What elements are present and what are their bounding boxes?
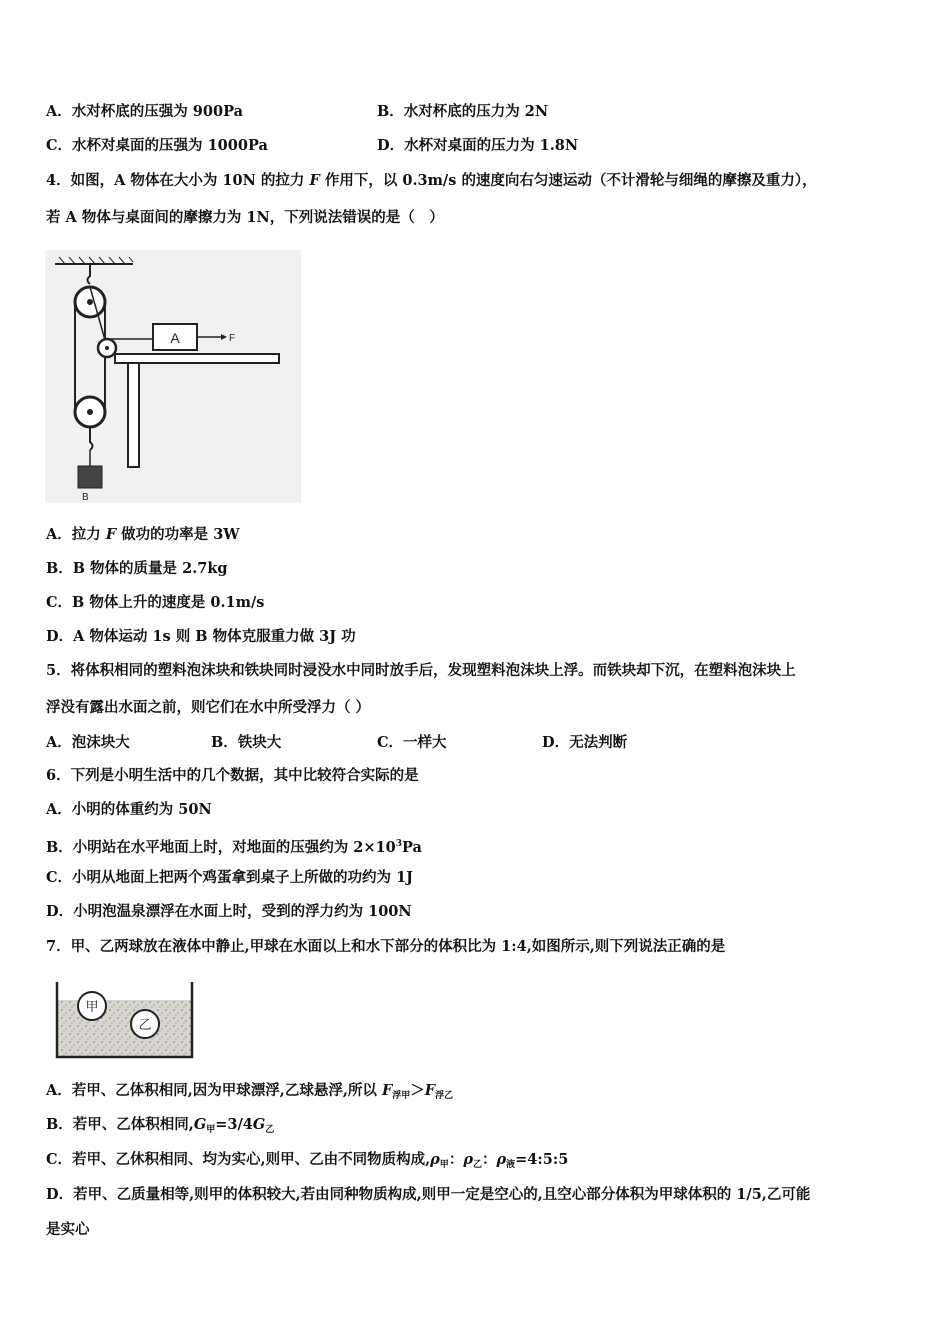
q5-option-c: C．一样大 (377, 734, 447, 751)
q3-option-b: B．水对杯底的压力为 2N (377, 103, 549, 120)
q4-stem-line-1: 4．如图，A 物体在大小为 10N 的拉力 F 作用下，以 0.3m/s 的速度向右匀速运动（不计滑轮与细绳的摩擦及重力）， (46, 172, 817, 189)
q5-stem-line-2: 浮没有露出水面之前，则它们在水中所受浮力（ ） (46, 699, 371, 716)
q7-stem: 7．甲、乙两球放在液体中静止,甲球在水面以上和水下部分的体积比为 1:4,如图所示,则下列说法正确的是 (46, 938, 726, 955)
q7-option-d-line-2: 是实心 (46, 1221, 90, 1238)
q6-stem: 6．下列是小明生活中的几个数据，其中比较符合实际的是 (46, 767, 419, 784)
q6-option-b: B．小明站在水平地面上时，对地面的压强约为 $2\times 10^3Pa$ (46, 839, 422, 856)
q3-option-a: A．水对杯底的压强为 900Pa (46, 103, 243, 120)
q4-option-c: C．B 物体上升的速度是 0.1m/s (46, 594, 265, 611)
q7-option-d-line-1: D．若甲、乙质量相等,则甲的体积较大,若由同种物质构成,则甲一定是空心的,且空心部分体积为甲球体积的 1/5,乙可能 (46, 1186, 811, 1203)
q6-option-c: C．小明从地面上把两个鸡蛋拿到桌子上所做的功约为 1J (46, 869, 414, 886)
ball-yi-label: 乙 (138, 1018, 152, 1033)
ball-jia-label: 甲 (85, 1000, 99, 1015)
q7-option-b: B．若甲、乙体积相同$,G_甲=3/4G_乙$ (46, 1116, 275, 1135)
q5-option-a: A．泡沫块大 (46, 734, 130, 751)
q7-option-c: C．若甲、乙休积相同、均为实心,则甲、乙由不同物质构成$,\rho_甲$：$\rho_乙$：$\rho_液=4:5:5$ (46, 1151, 569, 1170)
q5-option-d: D．无法判断 (542, 734, 628, 751)
q7-option-a: A．若甲、乙体积相同,因为甲球漂浮,乙球悬浮,所以 $F_{浮甲}>F_{浮乙}$ (46, 1082, 454, 1101)
q4-stem-line-2: 若 A 物体与桌面间的摩擦力为 1N，下列说法错误的是（ ） (46, 209, 444, 226)
block-a-label: A (170, 330, 180, 346)
q6-option-a: A．小明的体重约为 50N (46, 801, 212, 818)
q6-option-d: D．小明泡温泉漂浮在水面上时，受到的浮力约为 100N (46, 903, 412, 920)
q3-option-c: C．水杯对桌面的压强为 1000Pa (46, 137, 268, 154)
pulley-figure (45, 250, 301, 503)
q4-option-d: D．A 物体运动 1s 则 B 物体克服重力做 3J 功 (46, 628, 356, 645)
table (115, 354, 279, 363)
q3-option-d: D．水杯对桌面的压力为 1.8N (377, 137, 579, 154)
q5-option-b: B．铁块大 (211, 734, 282, 751)
force-label: F (229, 333, 236, 344)
liquid-container-figure (52, 976, 197, 1061)
q4-option-a: A．拉力 F 做功的功率是 3W (46, 526, 240, 543)
q5-stem-line-1: 5．将体积相同的塑料泡沫块和铁块同时浸没水中同时放手后，发现塑料泡沫块上浮。而铁块却下沉，在塑料泡沫块上 (46, 662, 796, 679)
q4-option-b: B．B 物体的质量是 2.7kg (46, 560, 228, 577)
block-b (78, 466, 102, 488)
block-b-label: B (82, 492, 89, 503)
